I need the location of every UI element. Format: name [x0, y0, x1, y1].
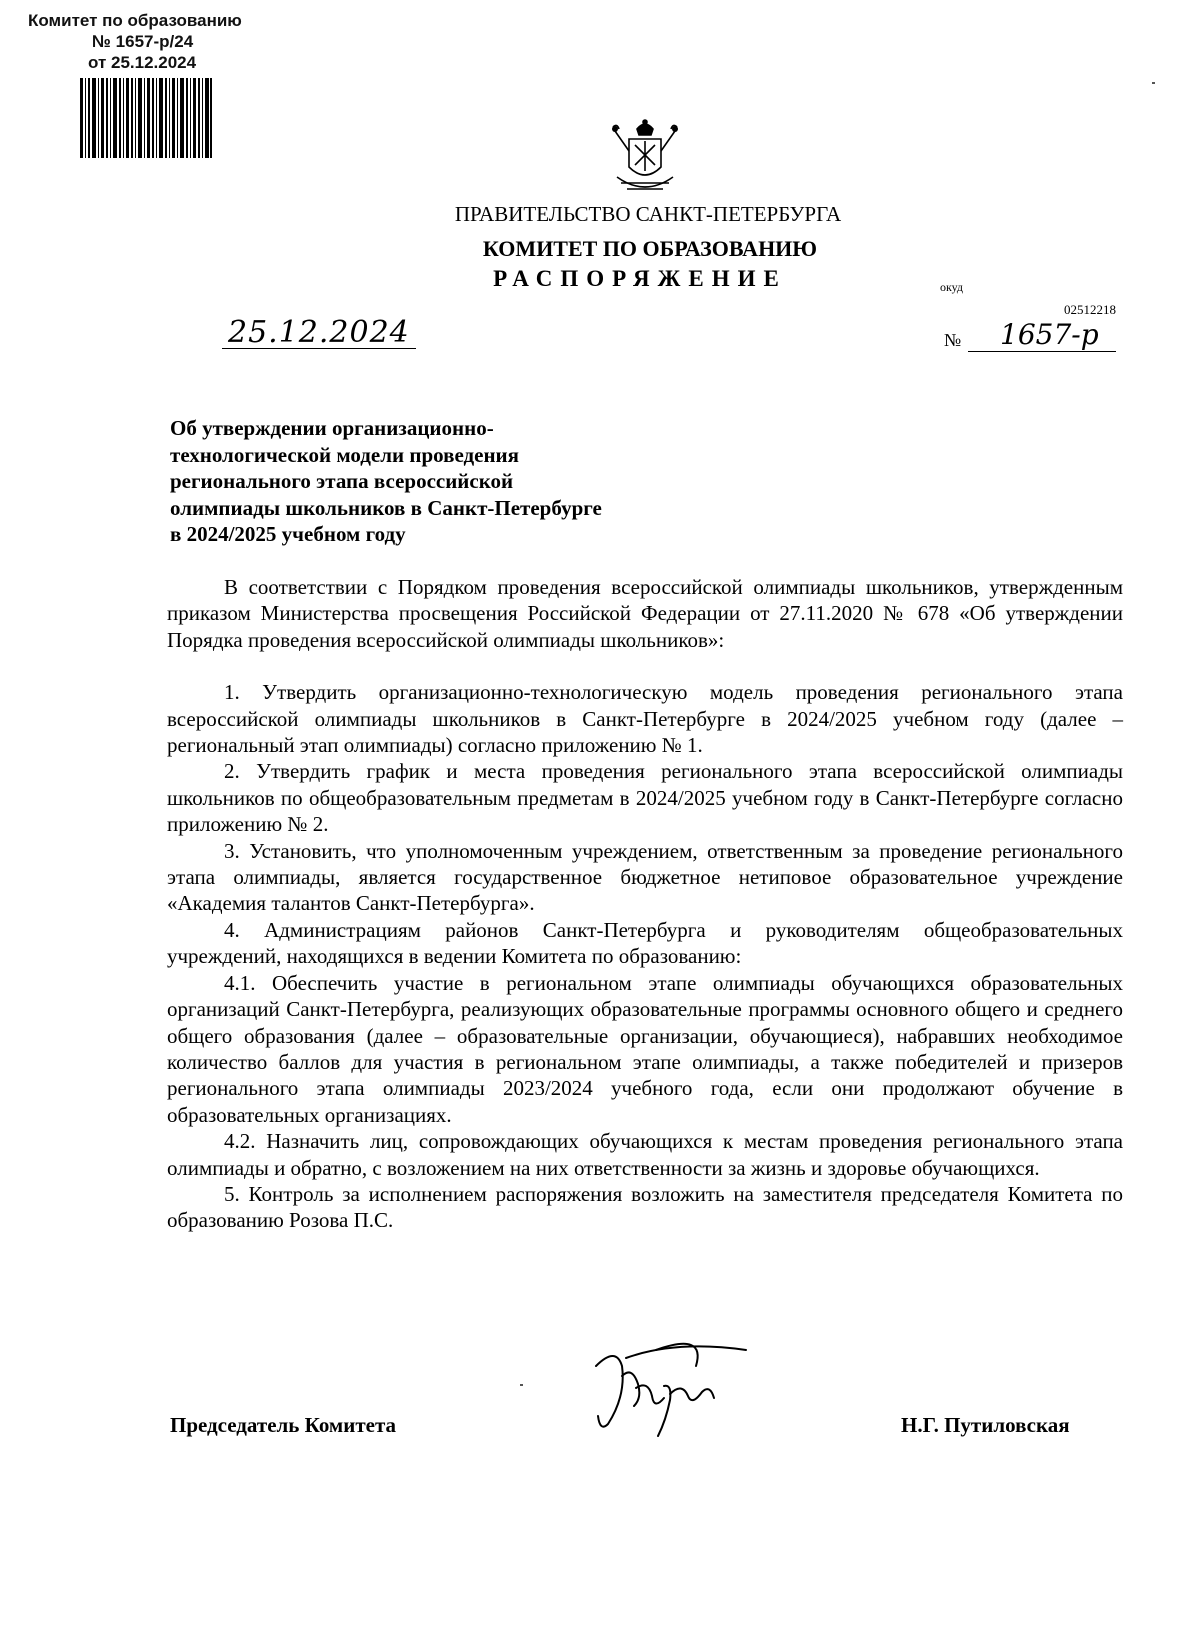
title-line: регионального этапа всероссийской: [170, 469, 514, 493]
document-type: РАСПОРЯЖЕНИЕ: [493, 266, 787, 291]
stamp-number: № 1657-р/24: [92, 32, 194, 51]
stamp-committee: Комитет по образованию: [28, 11, 242, 30]
number-underline: [968, 351, 1116, 352]
barcode-icon: [80, 78, 212, 158]
title-line: технологической модели проведения: [170, 442, 520, 467]
scan-artifact: [1152, 82, 1155, 84]
stamp-date: от 25.12.2024: [88, 53, 197, 72]
item-3: 3. Установить, что уполномоченным учреждением, ответственным за проведение регионального этапа олимпиады, является государственное бюджетное нетиповое образовательное учреждение «Академия талантов Санкт-Петербурга».: [167, 838, 1123, 916]
committee-name: КОМИТЕТ ПО ОБРАЗОВАНИЮ: [482, 236, 818, 261]
signatory-position: Председатель Комитета: [170, 1413, 397, 1437]
okud-code: 02512218: [1064, 302, 1116, 317]
scan-artifact: [520, 1384, 523, 1386]
document-number: 1657-р: [1000, 318, 1099, 351]
document-title: [170, 415, 690, 548]
title-line: Об утверждении организационно-: [170, 416, 494, 440]
item-4: 4. Администрациям районов Санкт-Петербурга и руководителям общеобразовательных учреждений, находящихся в ведении Комитета по образованию:: [167, 917, 1123, 969]
signatory-name: Н.Г. Путиловская: [901, 1413, 1070, 1437]
government-name: ПРАВИТЕЛЬСТВО САНКТ-ПЕТЕРБУРГА: [454, 202, 842, 226]
handwritten-signature-icon: [586, 1336, 766, 1446]
registration-stamp: [28, 10, 278, 73]
number-sign: №: [944, 330, 962, 350]
item-4-2: 4.2. Назначить лиц, сопровождающих обучающихся к местам проведения регионального этапа олимпиады и обратно, с возложением на них ответственности за жизнь и здоровье обучающихся.: [167, 1129, 1123, 1180]
item-2: 2. Утвердить график и места проведения регионального этапа всероссийской олимпиады школьников по общеобразовательным предметам в 2024/2025 учебном году в Санкт-Петербурге согласно приложению № 2.: [167, 759, 1123, 837]
coat-of-arms-icon: [607, 117, 683, 197]
preamble: В соответствии с Порядком проведения всероссийской олимпиады школьников, утвержденным приказом Министерства просвещения Российской Федерации от 27.11.2020 № 678 «Об утверждении Порядка проведения всероссийской олимпиады школьников»:: [167, 575, 1123, 652]
title-line: олимпиады школьников в Санкт-Петербурге: [170, 495, 602, 520]
title-line: в 2024/2025 учебном году: [170, 522, 406, 546]
item-4-1: 4.1. Обеспечить участие в региональном этапе олимпиады обучающихся образовательных организаций Санкт-Петербурга, реализующих образовательные программы основного общего и среднего общего образования (далее – образовательные организации, обучающиеся), набравших необходимое количество баллов для участия в региональном этапе олимпиады, а также победителей и призеров регионального этапа олимпиады 2023/2024 учебного года, если они продолжают обучение в образовательных организациях.: [167, 970, 1123, 1127]
item-5: 5. Контроль за исполнением распоряжения возложить на заместителя председателя Комитета по образованию Розова П.С.: [167, 1181, 1123, 1233]
document-body: [167, 574, 1123, 1234]
document-date: 25.12.2024: [222, 318, 416, 349]
item-1: 1. Утвердить организационно-технологическую модель проведения регионального этапа всероссийской олимпиады школьников в Санкт-Петербурге в 2024/2025 учебном году (далее – региональный этап олимпиады) согласно приложению № 1.: [167, 680, 1123, 758]
okud-label: окуд: [940, 280, 964, 294]
